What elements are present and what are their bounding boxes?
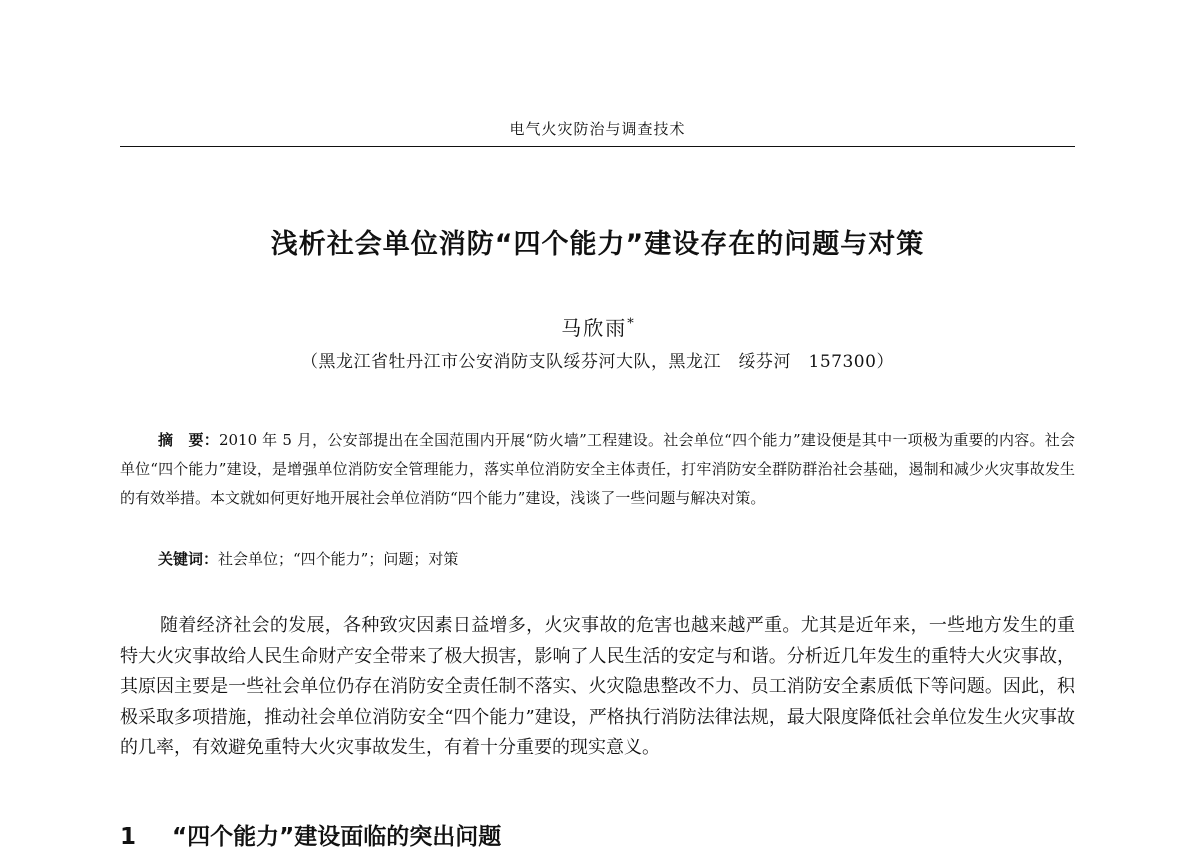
section-heading bbox=[120, 818, 1075, 851]
abstract-label: 摘 要： bbox=[158, 431, 219, 449]
keywords-text: 社会单位；“四个能力”；问题；对策 bbox=[218, 550, 459, 568]
running-head: 电气火灾防治与调查技术 bbox=[509, 120, 686, 138]
header-rule bbox=[120, 146, 1075, 147]
author bbox=[120, 312, 1075, 341]
keywords-label: 关键词： bbox=[158, 550, 219, 568]
abstract bbox=[120, 426, 1075, 513]
body-paragraph: 随着经济社会的发展，各种致灾因素日益增多，火灾事故的危害也越来越严重。尤其是近年来，一些地方发生的重特大火灾事故给人民生命财产安全带来了极大损害，影响了人民生活的安定与和谐。分析近几年发生的重特大火灾事故，其原因主要是一些社会单位仍存在消防安全责任制不落实、火灾隐患整改不力、员工消防安全素质低下等问题。因此，积极采取多项措施，推动社会单位消防安全“四个能力”建设，严格执行消防法律法规，最大限度降低社会单位发生火灾事故的几率，有效避免重特大火灾事故发生，有着十分重要的现实意义。 bbox=[120, 615, 1075, 758]
author-name: 马欣雨 bbox=[561, 316, 628, 340]
section-number: 1 bbox=[120, 824, 137, 850]
affiliation: （黑龙江省牡丹江市公安消防支队绥芬河大队，黑龙江 绥芬河 157300） bbox=[301, 352, 894, 372]
section-title: “四个能力”建设面临的突出问题 bbox=[172, 824, 502, 850]
abstract-text: 2010 年 5 月，公安部提出在全国范围内开展“防火墙”工程建设。社会单位“四个能力”建设便是其中一项极为重要的内容。社会单位“四个能力”建设，是增强单位消防安全管理能力，落实单位消防安全主体责任，打牢消防安全群防群治社会基础，遏制和减少火灾事故发生的有效举措。本文就如何更好地开展社会单位消防“四个能力”建设，浅谈了一些问题与解决对策。 bbox=[120, 431, 1075, 507]
keywords bbox=[158, 545, 1075, 574]
paper-title: 浅析社会单位消防“四个能力”建设存在的问题与对策 bbox=[270, 229, 925, 260]
author-footnote-mark: * bbox=[627, 316, 634, 332]
